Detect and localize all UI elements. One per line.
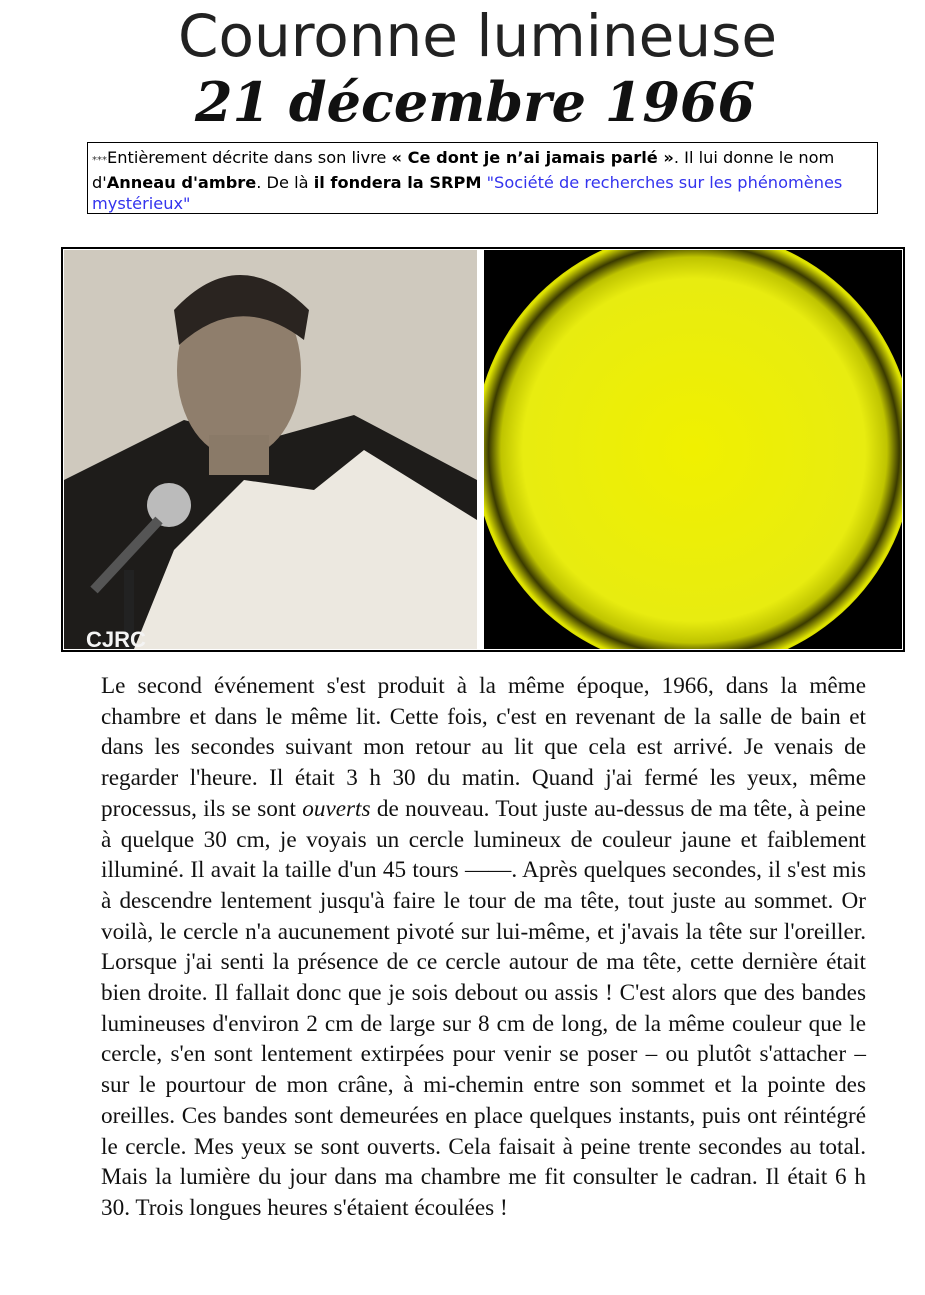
- story-paragraph: [101, 671, 866, 1224]
- society-name: "Société de recherches sur les phénomènes mystérieux": [92, 172, 843, 213]
- image-frame: [61, 247, 905, 652]
- caption-box: [87, 142, 878, 214]
- yellow-ring-graphic: [484, 250, 902, 649]
- luminous-circle-image: [484, 250, 902, 649]
- founding-text: il fondera la SRPM: [313, 172, 482, 192]
- story-text: Le second événement s'est produit à la même époque, 1966, dans la même chambre et dans le même lit. Cette fois, c'est en revenant de la salle de bain et dans les secondes suivant mon retour au lit que cela est arrivé. Je venais de regarder l'heure. Il était 3 h 30 du matin. Quand j'ai fermé les yeux, même processus, ils se sont: [101, 673, 866, 822]
- ring-name: Anneau d'ambre: [106, 172, 257, 192]
- portrait-photo: [64, 250, 477, 649]
- photo-watermark: CJRC: [86, 627, 146, 649]
- story-text: de nouveau. Tout juste au-dessus de ma tête, à peine à quelque 30 cm, je voyais un cercle lumineux de couleur jaune et faiblement illuminé. Il avait la taille d'un 45 tours ——. Après quelques secondes, il s'est mis à descendre lentement jusqu'à faire le tour de ma tête, tout juste au sommet. Or voilà, le cercle n'a aucunement pivoté sur lui-même, et j'avais la tête sur l'oreiller. Lorsque j'ai senti la présence de ce cercle autour de ma tête, cette dernière était bien droite. Il fallait donc que je sois debout ou assis ! C'est alors que des bandes lumineuses d'environ 2 cm de large sur 8 cm de long, de la même couleur que le cercle, s'en sont lentement extirpées pour venir se poser – ou plutôt s'attacher – sur le pourtour de mon crâne, à mi-chemin entre son sommet et la pointe des oreilles. Ces bandes sont demeurées en place quelques instants, puis ont réintégré le cercle. Mes yeux se sont ouverts. Cela faisait à peine trente secondes au total. Mais la lumière du jour dans ma chambre me fit consulter le cadran. Il était 6 h 30. Trois longues heures s'étaient écoulées !: [101, 795, 866, 1221]
- caption-text: Entièrement décrite dans son livre: [107, 148, 392, 167]
- caption-text: . De là: [256, 172, 314, 192]
- page-title: Couronne lumineuse: [177, 2, 778, 70]
- story-italic: ouverts: [302, 795, 371, 822]
- caption-stars: ***: [92, 155, 107, 166]
- book-title: « Ce dont je n’ai jamais parlé »: [391, 148, 674, 167]
- caption-text: . Il lui donne le nom d': [92, 148, 835, 192]
- page-date: 21 décembre 1966: [194, 70, 756, 134]
